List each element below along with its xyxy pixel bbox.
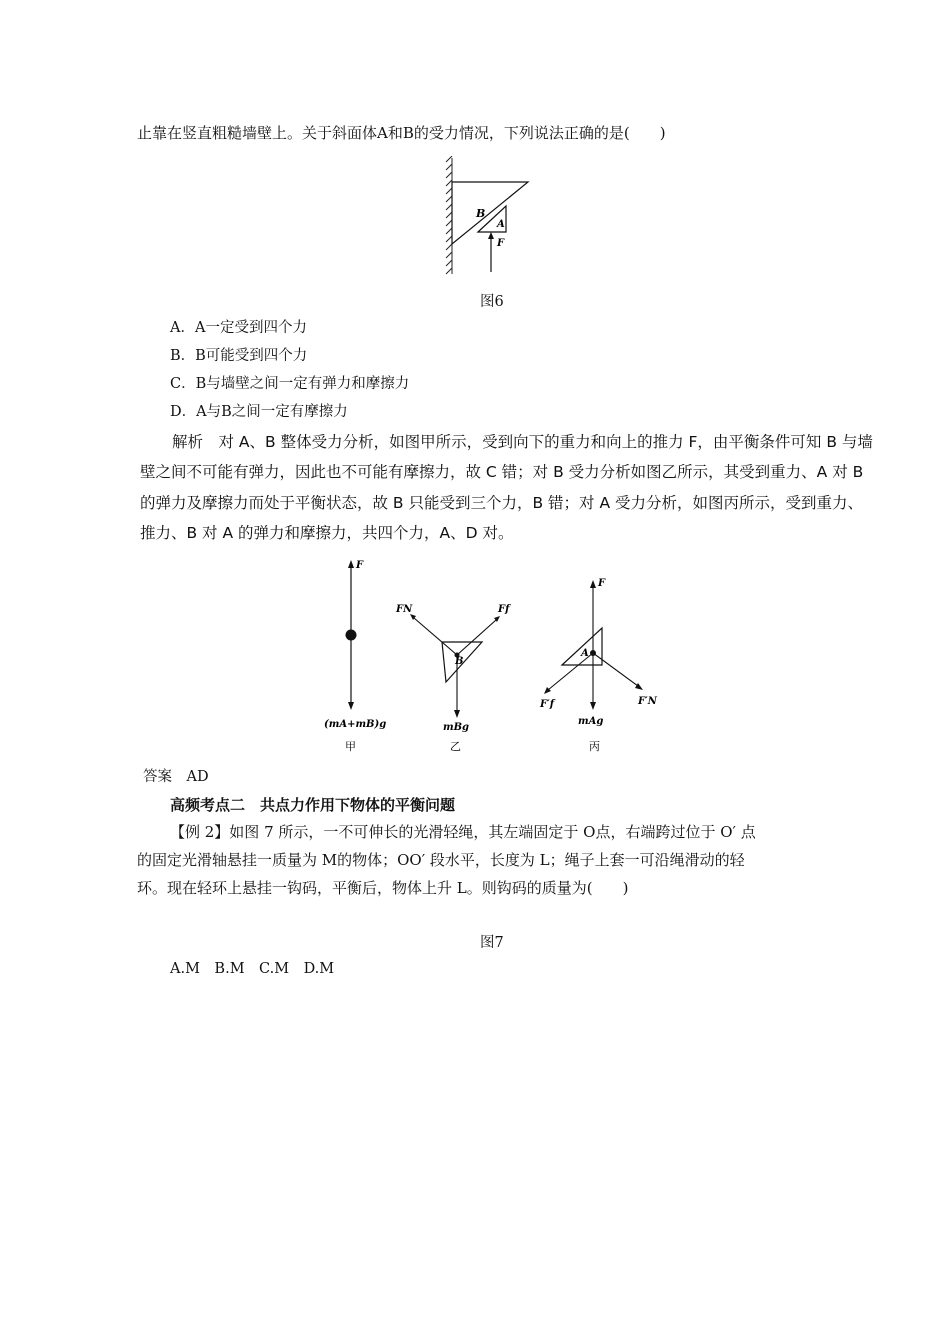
- option-a: A．A一定受到四个力: [170, 320, 307, 336]
- analysis-line-1: 解析 对 A、B 整体受力分析，如图甲所示，受到向下的重力和向上的推力 F，由平衡条件可知 B 与墙: [172, 433, 873, 451]
- bing-label-ff-prime: F′f: [540, 699, 555, 710]
- option-c: C．B与墙壁之间一定有弹力和摩擦力: [170, 376, 410, 392]
- wall-hatching: [446, 156, 452, 274]
- figure6-label-b: B: [476, 207, 486, 220]
- yi-label-fn: FN: [396, 604, 413, 615]
- option-d: D．A与B之间一定有摩擦力: [170, 404, 348, 420]
- analysis-line-3: 的弹力及摩擦力而处于平衡状态，故 B 只能受到三个力，B 错；对 A 受力分析，如图丙所示，受到重力、: [140, 494, 864, 512]
- jia-caption: 甲: [345, 740, 356, 753]
- analysis-line-4: 推力、B 对 A 的弹力和摩擦力，共四个力，A、D 对。: [140, 524, 514, 542]
- bing-caption: 丙: [589, 740, 600, 753]
- jia-mass-point: [346, 630, 357, 641]
- diagram-yi: [395, 604, 511, 753]
- bing-label-a: A: [581, 648, 589, 659]
- bing-label-f: F: [598, 578, 606, 589]
- yi-label-weight: mBg: [443, 722, 470, 733]
- force-f-arrowhead: [488, 232, 494, 239]
- yi-label-ff: Ff: [498, 604, 510, 615]
- answer-line: 答案 AD: [143, 769, 209, 785]
- diagram-jia: [324, 560, 386, 753]
- bing-label-weight: mAg: [578, 716, 604, 727]
- figure6-label-a: A: [497, 219, 505, 230]
- bing-block-a: [562, 628, 602, 665]
- section-heading: 高频考点二 共点力作用下物体的平衡问题: [170, 796, 456, 814]
- figure6-label-f: F: [497, 238, 505, 249]
- analysis-line-2: 壁之间不可能有弹力，因此也不可能有摩擦力，故 C 错；对 B 受力分析如图乙所示，其受到重力、A 对 B: [140, 463, 864, 481]
- figure-7-caption: 图7: [480, 935, 504, 951]
- figure-6-diagram: [440, 156, 540, 278]
- yi-label-b: B: [455, 656, 464, 667]
- yi-caption: 乙: [450, 740, 461, 753]
- question-intro: 止靠在竖直粗糙墙壁上。关于斜面体A和B的受力情况，下列说法正确的是( ): [137, 124, 666, 142]
- bing-label-fn-prime: F′N: [638, 696, 657, 707]
- choices-line: A.M B.M C.M D.M: [170, 961, 335, 977]
- example2-line-3: 环。现在轻环上悬挂一钩码，平衡后，物体上升 L。则钩码的质量为( ): [137, 879, 629, 897]
- example2-line-2: 的固定光滑轴悬挂一质量为 M的物体；OO′ 段水平，长度为 L；绳子上套一可沿绳滑动的轻: [137, 851, 745, 869]
- figure-6-caption: 图6: [480, 294, 504, 310]
- option-b: B．B可能受到四个力: [170, 348, 308, 364]
- jia-label-weight: (mA+mB)g: [324, 719, 387, 730]
- diagram-bing: [539, 578, 658, 753]
- example2-line-1: 【例 2】如图 7 所示，一不可伸长的光滑轻绳，其左端固定于 O点，右端跨过位于 O′ 点: [170, 823, 756, 841]
- force-diagrams: [310, 552, 680, 757]
- jia-label-f: F: [356, 560, 364, 571]
